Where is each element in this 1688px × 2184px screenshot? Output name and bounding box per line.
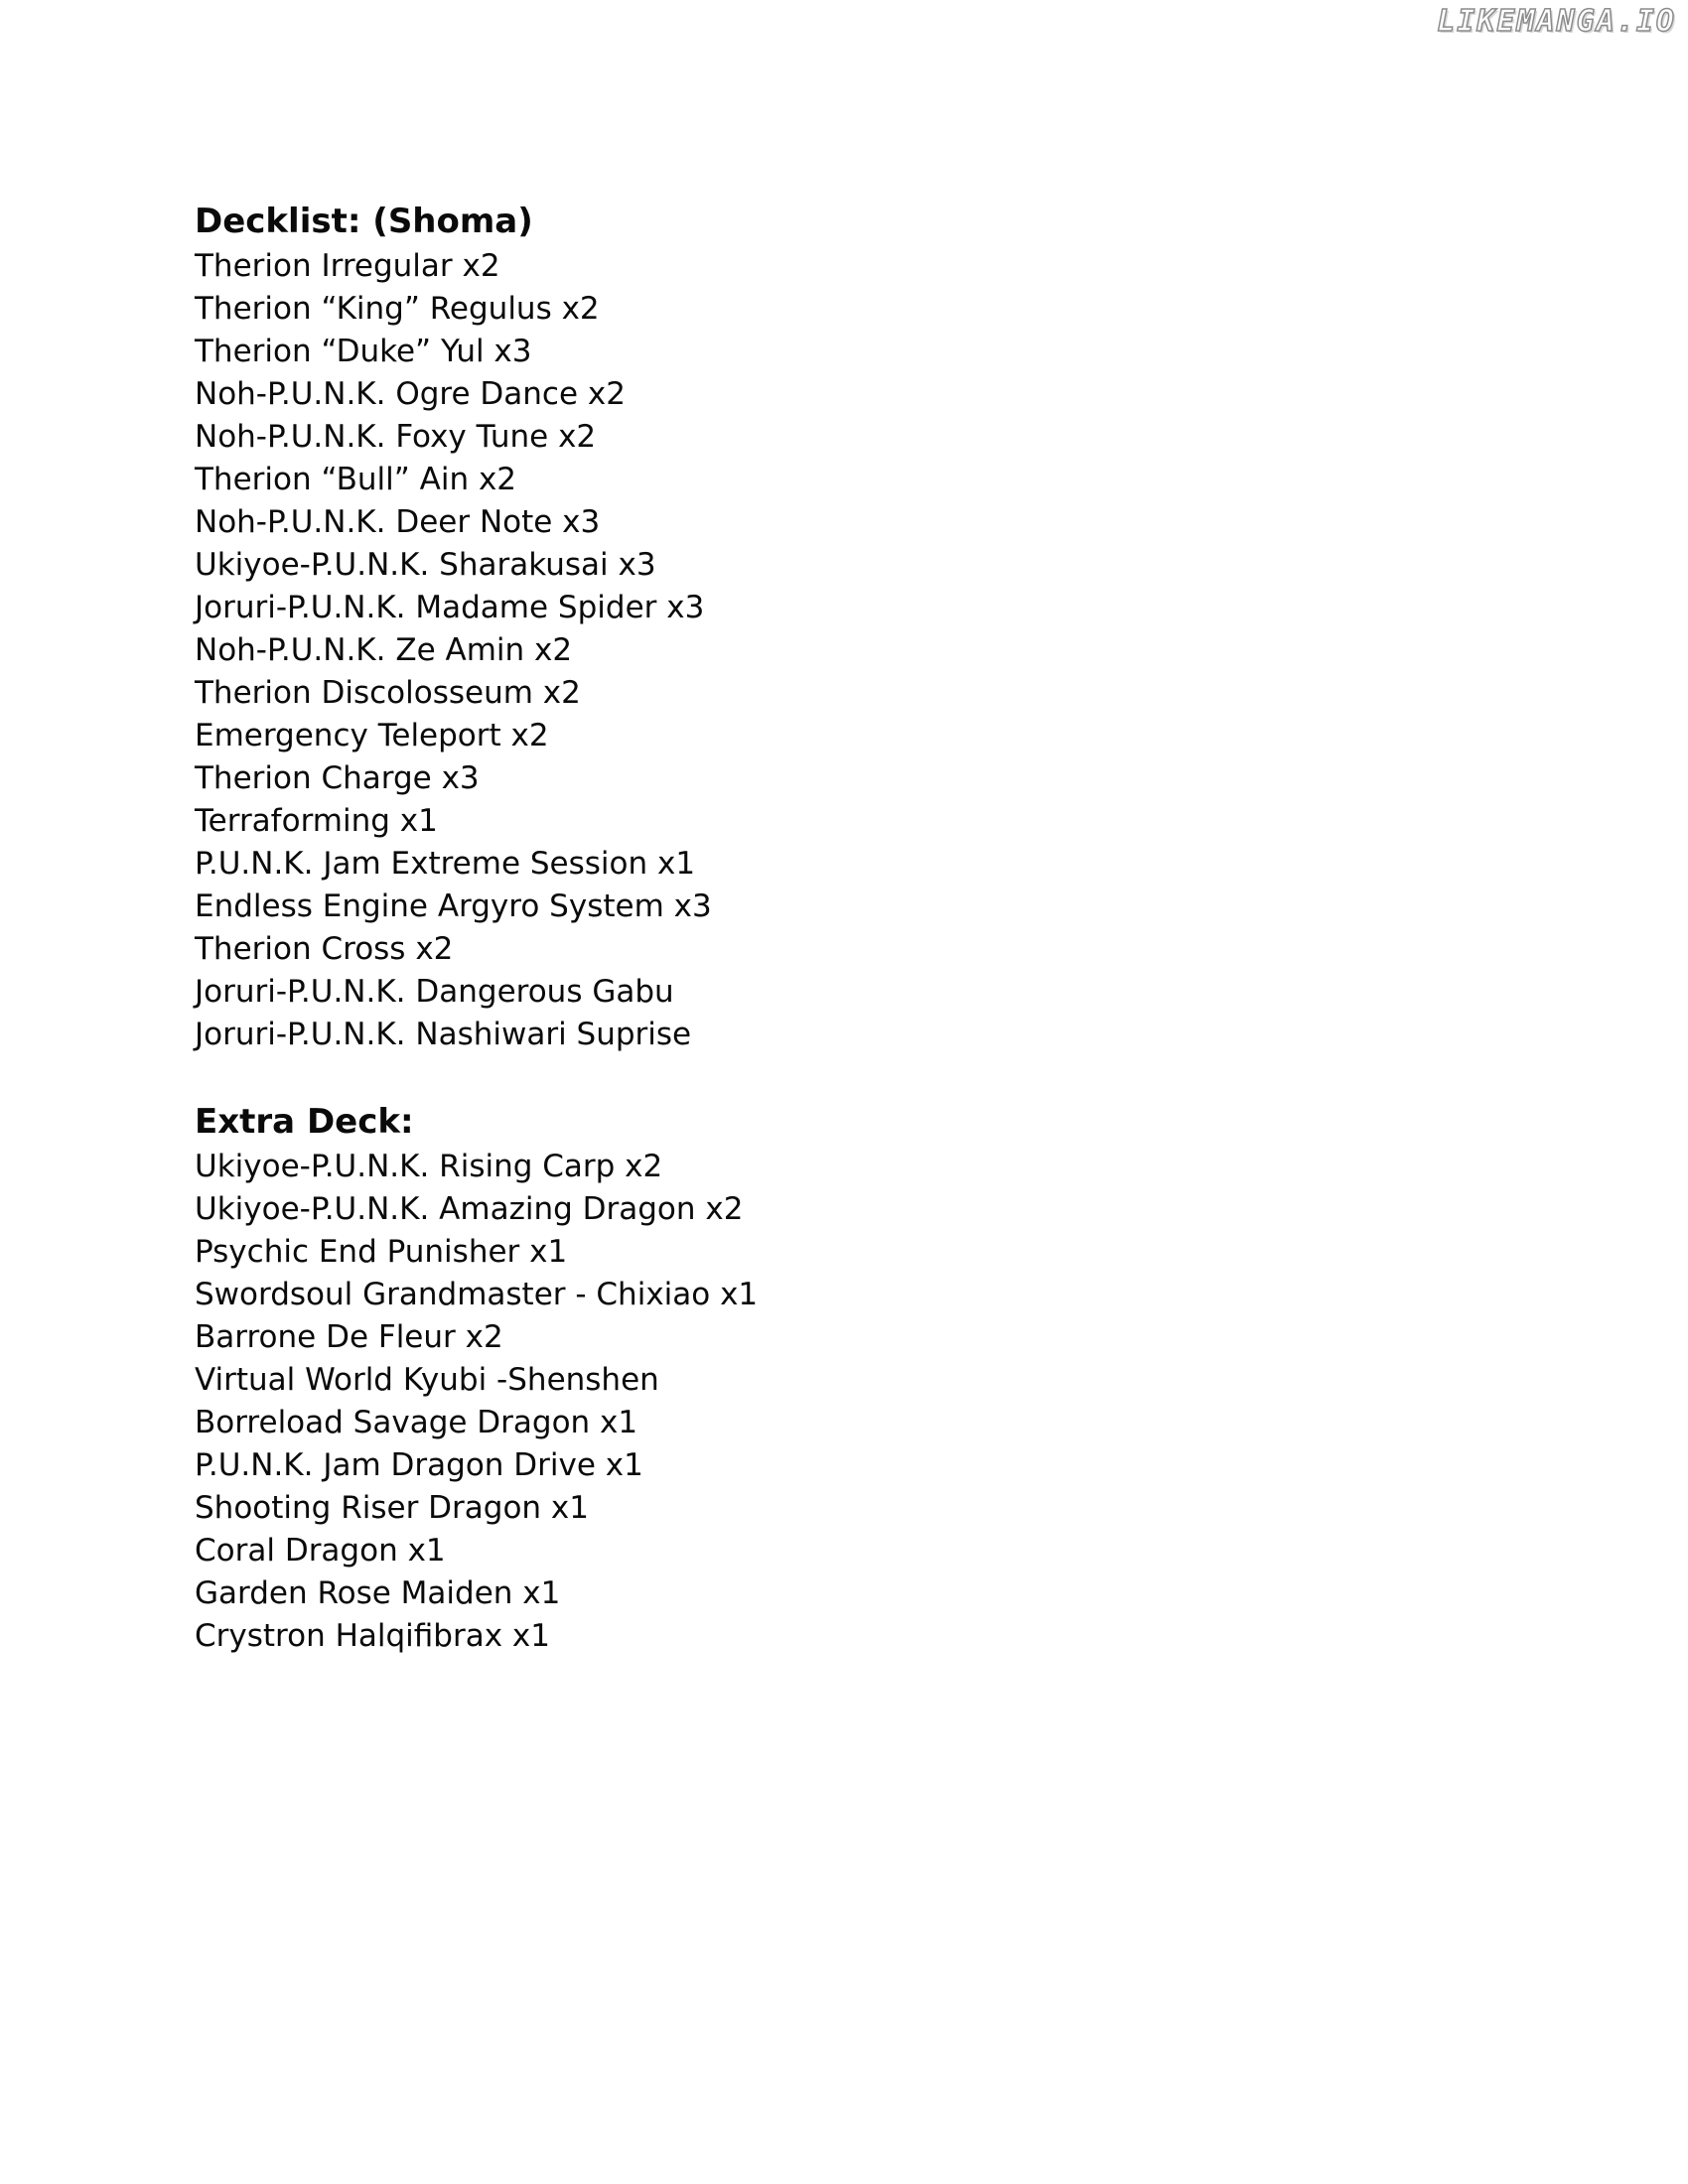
deck-list-item: Terraforming x1: [195, 803, 438, 839]
deck-list-item: Therion “King” Regulus x2: [195, 291, 600, 327]
deck-list-item: Virtual World Kyubi -Shenshen: [195, 1362, 659, 1398]
deck-list-item: Joruri-P.U.N.K. Dangerous Gabu: [195, 974, 674, 1010]
deck-list-item: Noh-P.U.N.K. Foxy Tune x2: [195, 419, 597, 455]
main-deck-title: Decklist: (Shoma): [195, 202, 533, 241]
site-watermark: LIKEMANGA.IO: [1437, 4, 1676, 39]
deck-list-item: Noh-P.U.N.K. Ogre Dance x2: [195, 376, 626, 412]
deck-list-item: Borreload Savage Dragon x1: [195, 1405, 638, 1440]
extra-deck-title: Extra Deck:: [195, 1102, 414, 1142]
deck-list-item: Noh-P.U.N.K. Deer Note x3: [195, 504, 601, 540]
deck-list-item: Barrone De Fleur x2: [195, 1319, 503, 1355]
deck-list-item: Therion “Duke” Yul x3: [195, 334, 532, 369]
decklist-content: [195, 199, 758, 1658]
deck-list-item: Swordsoul Grandmaster - Chixiao x1: [195, 1277, 759, 1312]
deck-list-item: P.U.N.K. Jam Dragon Drive x1: [195, 1447, 643, 1483]
section-spacer: [195, 1056, 758, 1099]
deck-list-item: Therion Charge x3: [195, 760, 480, 796]
deck-list-item: Ukiyoe-P.U.N.K. Sharakusai x3: [195, 547, 656, 583]
deck-list-item: Emergency Teleport x2: [195, 718, 549, 753]
deck-list-item: Shooting Riser Dragon x1: [195, 1490, 590, 1526]
deck-list-item: Noh-P.U.N.K. Ze Amin x2: [195, 632, 573, 668]
extra-deck-list: [195, 1146, 758, 1658]
deck-list-item: Ukiyoe-P.U.N.K. Amazing Dragon x2: [195, 1191, 744, 1227]
deck-list-item: Psychic End Punisher x1: [195, 1234, 568, 1270]
deck-list-item: Therion Cross x2: [195, 931, 454, 967]
deck-list-item: Therion Discolosseum x2: [195, 675, 581, 711]
deck-list-item: Endless Engine Argyro System x3: [195, 888, 712, 924]
deck-list-item: Coral Dragon x1: [195, 1533, 446, 1569]
deck-list-item: Ukiyoe-P.U.N.K. Rising Carp x2: [195, 1149, 663, 1184]
deck-list-item: Joruri-P.U.N.K. Nashiwari Suprise: [195, 1017, 692, 1052]
deck-list-item: P.U.N.K. Jam Extreme Session x1: [195, 846, 696, 882]
deck-list-item: Therion “Bull” Ain x2: [195, 462, 517, 497]
main-deck-list: [195, 245, 758, 1056]
deck-list-item: Joruri-P.U.N.K. Madame Spider x3: [195, 590, 705, 625]
deck-list-item: Therion Irregular x2: [195, 248, 500, 284]
deck-list-item: Garden Rose Maiden x1: [195, 1575, 561, 1611]
deck-list-item: Crystron Halqifibrax x1: [195, 1618, 550, 1654]
